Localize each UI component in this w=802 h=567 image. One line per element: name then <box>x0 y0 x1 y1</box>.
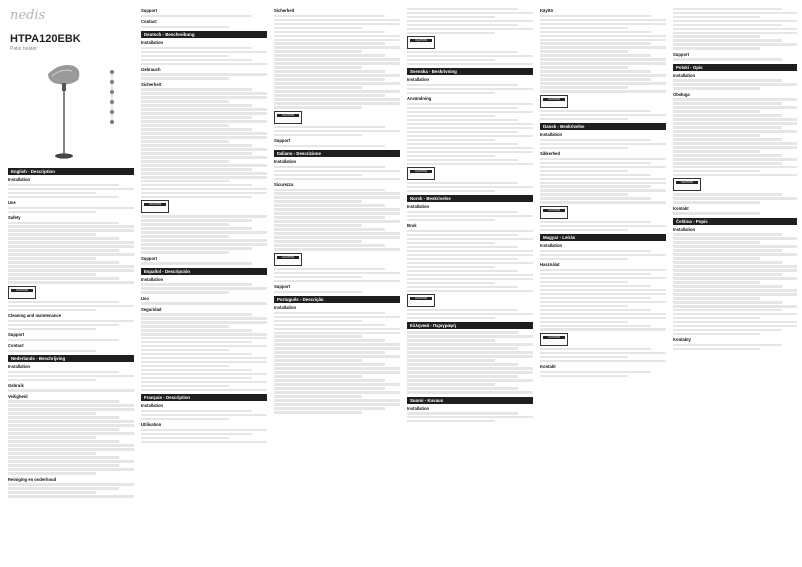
column-4 <box>407 6 533 562</box>
warning-label-text: CAUTION <box>11 289 33 292</box>
column-5 <box>540 6 666 562</box>
warning-label-icon <box>8 286 36 299</box>
column-6 <box>673 6 797 562</box>
heading-veiligheid: Veiligheid <box>8 393 28 399</box>
heading-cs-installation: Installation <box>673 226 696 232</box>
heading-nl-installation: Installation <box>8 363 31 369</box>
warning-label-text-pl: CAUTION <box>676 181 698 184</box>
section-magyar: Magyar - Leírás <box>540 234 666 241</box>
heading-de-installation: Installation <box>141 39 164 45</box>
section-norsk: Norsk - Beskrivelse <box>407 195 533 202</box>
section-svenska: Svenska - Beskrivning <box>407 68 533 75</box>
heading-fi-installation: Installation <box>407 405 430 411</box>
warning-label-text-da: CAUTION <box>543 209 565 212</box>
heading-sv-installation: Installation <box>407 77 430 83</box>
section-ellinika: Ελληνικά - Περιγραφή <box>407 322 533 329</box>
heading-support: Support <box>8 331 25 337</box>
model-number: HTPA120EBK <box>10 33 81 45</box>
warning-label-icon-fr <box>274 111 302 124</box>
heading-de-support: Support <box>141 255 158 261</box>
heading-fr-installation: Installation <box>141 403 164 409</box>
heading-cs-contact: Kontakty <box>673 337 691 343</box>
heading-hasznalat: Használat <box>540 262 560 268</box>
heading-use: Use <box>8 199 16 205</box>
heading-es-installation: Installation <box>141 276 164 282</box>
heading-uso: Uso <box>141 295 149 301</box>
heading-no-installation: Installation <box>407 204 430 210</box>
warning-label-icon-it <box>274 253 302 266</box>
heading-gebruik: Gebruik <box>8 382 24 388</box>
heading-sikkerhed: Sikkerhed <box>540 151 561 156</box>
section-english: English - Description <box>8 168 134 175</box>
heading-sicherheit: Sicherheit <box>141 81 162 87</box>
warning-label-text-pt: CAUTION <box>410 39 432 42</box>
section-dansk: Dansk - Beskrivelse <box>540 123 666 130</box>
heading-cleaning: Cleaning and maintenance <box>8 313 62 319</box>
section-nederlands: Nederlands - Beschrijving <box>8 355 134 362</box>
warning-label-icon-pl <box>673 178 701 191</box>
heading-contact: Contact <box>8 342 24 348</box>
warning-label-text-de: CAUTION <box>144 203 166 206</box>
warning-label-text-it: CAUTION <box>277 256 299 259</box>
heading-it-support: Support <box>274 284 291 289</box>
heading-bruk: Bruk <box>407 223 417 229</box>
warning-label-icon-de <box>141 200 169 213</box>
heading-seguridad: Seguridad <box>141 306 162 312</box>
section-cestina: Čeština - Popis <box>673 218 797 225</box>
warning-label-text-fi: CAUTION <box>543 98 565 101</box>
section-italiano: Italiano - Descrizione <box>274 150 400 157</box>
warning-label-icon-sv <box>407 167 435 180</box>
heading-sicurezza: Sicurezza <box>274 181 294 187</box>
heading-anvandning: Användning <box>407 96 432 102</box>
warning-label-text-sv: CAUTION <box>410 170 432 173</box>
patio-heater-illustration <box>8 56 134 164</box>
heading-da-installation: Installation <box>540 132 563 138</box>
section-polski: Polski - Opis <box>673 64 797 71</box>
heading-obsluga: Obsługa <box>673 91 690 97</box>
heading-nl-support: Support <box>141 8 158 13</box>
warning-label-icon-fi <box>540 95 568 108</box>
column-3 <box>274 6 400 562</box>
warning-label-icon-pt <box>407 36 435 49</box>
heading-fr-support: Support <box>274 137 291 143</box>
section-espanol: Español - Descripción <box>141 268 267 275</box>
warning-label-icon-hu <box>540 333 568 346</box>
warning-label-icon-no <box>407 294 435 307</box>
column-2 <box>141 6 267 562</box>
heading-hu-installation: Installation <box>540 243 563 249</box>
warning-label-text-fr: CAUTION <box>277 114 299 117</box>
section-francais: Français - Description <box>141 394 267 401</box>
heading-nl-contact: Contact <box>141 18 157 24</box>
heading-safety: Safety <box>8 214 21 220</box>
heading-utilisation: Utilisation <box>141 422 162 428</box>
heading-pl-contact: Kontakt <box>673 205 689 211</box>
heading-installation: Installation <box>8 177 31 182</box>
brand-logo: nedis <box>10 8 46 23</box>
product-subtitle: Patio heater <box>10 46 37 52</box>
warning-label-icon-da <box>540 206 568 219</box>
patio-heater-icon <box>8 56 134 164</box>
section-portugues: Português - Descrição <box>274 296 400 303</box>
warning-label-text-no: CAUTION <box>410 297 432 300</box>
heading-reiniging: Reiniging en onderhoud <box>8 476 57 482</box>
heading-hu-support: Support <box>673 51 690 57</box>
section-suomi: Suomi - Kuvaus <box>407 397 533 404</box>
warning-label-text-hu: CAUTION <box>543 336 565 339</box>
heading-gebrauch: Gebrauch <box>141 66 161 72</box>
heading-pl-installation: Installation <box>673 72 696 78</box>
heading-pt-installation: Installation <box>274 304 297 310</box>
heading-fr-safety: Sicherheit <box>274 8 295 13</box>
heading-kaytto: Käyttö <box>540 8 554 13</box>
heading-hu-contact: Kontakt <box>540 364 556 370</box>
column-1 <box>8 6 134 562</box>
section-deutsch: Deutsch - Beschreibung <box>141 31 267 38</box>
heading-it-installation: Installation <box>274 158 297 164</box>
